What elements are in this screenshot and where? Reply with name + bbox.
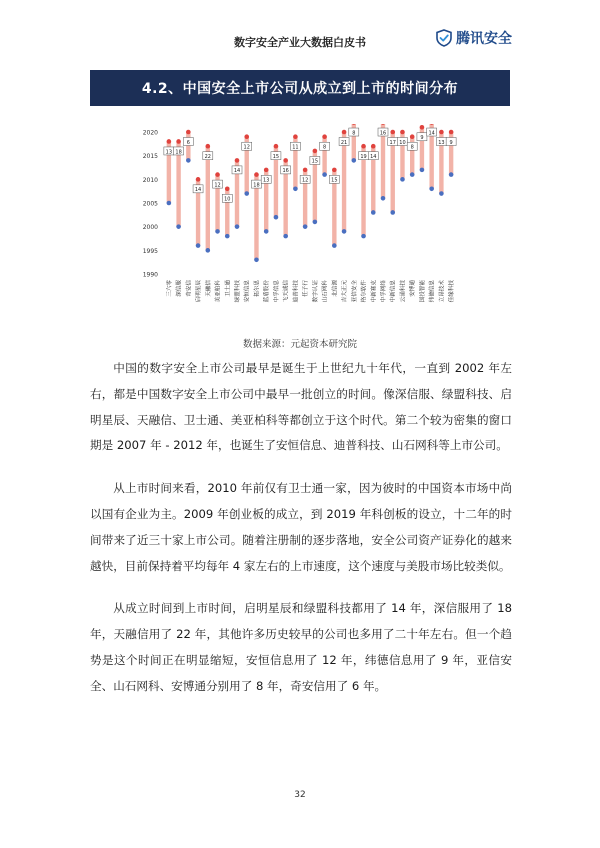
gap-label: 8: [410, 144, 414, 151]
gap-label: 14: [428, 130, 435, 137]
dumbbell-bar: [342, 132, 346, 231]
listing-point: [215, 172, 220, 177]
paragraph: 从上市时间来看，2010 年前仅有卫士通一家，因为彼时的中国资本市场中尚以国有企业为主。2009 年创业板的成立，到 2019 年科创板的设立，十二年的时间带来了近三十家上市公司。随着注册制的逐步落地，安全公司资产证券化的越来越快，目前保持着平均每年 4 家左右的上市速度，这个速度与美股市场比较类似。: [90, 481, 512, 573]
x-tick-label: 中新赛克: [371, 280, 378, 303]
gap-label: 9: [420, 135, 424, 142]
x-tick-label: 数字认证: [312, 280, 319, 303]
gap-label: 14: [194, 187, 202, 194]
founding-point: [313, 220, 318, 225]
founding-point: [293, 187, 298, 192]
founding-point: [429, 187, 434, 192]
listing-point: [371, 144, 376, 149]
listing-point: [332, 168, 337, 173]
dumbbell-bar: [206, 146, 210, 250]
gap-label: 19: [360, 154, 367, 160]
listing-point: [283, 158, 288, 163]
x-tick-label: 山石网科: [322, 280, 329, 303]
founding-point: [449, 172, 454, 177]
listing-point: [439, 130, 444, 135]
listing-point: [293, 134, 298, 139]
x-tick-label: 蓝盾股份: [264, 280, 271, 303]
listing-point: [176, 139, 181, 144]
gap-label: 10: [399, 139, 406, 146]
gap-label: 13: [438, 139, 445, 146]
y-tick-label: 2015: [142, 153, 158, 161]
gap-label: 11: [292, 144, 299, 151]
listing-point: [390, 130, 395, 135]
gap-label: 10: [224, 196, 231, 203]
listing-point: [206, 144, 211, 149]
chart-source: 数据来源：元起资本研究院: [242, 339, 357, 350]
x-tick-label: 美亚柏科: [215, 280, 222, 303]
y-tick-label: 2020: [142, 129, 158, 137]
founding-point: [420, 168, 425, 173]
brand-name: 腾讯安全: [456, 31, 512, 47]
section-title: 4.2、中国安全上市公司从成立到上市的时间分布: [141, 81, 459, 97]
x-tick-label: 卫士通: [225, 280, 232, 297]
listing-point: [225, 187, 230, 192]
founding-point: [264, 229, 269, 234]
founding-point: [342, 229, 347, 234]
dumbbell-chart: [138, 124, 464, 326]
x-tick-label: 中孚网络: [381, 280, 387, 303]
body-text: [90, 356, 512, 717]
gap-label: 14: [370, 154, 377, 160]
x-tick-label: 北信源: [332, 280, 339, 297]
founding-point: [400, 177, 405, 182]
y-tick-label: 2000: [142, 224, 158, 232]
chart-svg: [138, 124, 464, 326]
listing-point: [449, 130, 454, 135]
listing-point: [361, 144, 366, 149]
listing-point: [254, 172, 259, 177]
x-tick-label: 吉大正元: [342, 280, 349, 303]
founding-point: [196, 243, 201, 248]
gap-label: 8: [352, 130, 356, 137]
x-tick-label: 立昂技术: [439, 280, 446, 303]
gap-label: 16: [379, 130, 387, 137]
x-tick-label: 奇安信: [186, 280, 193, 297]
listing-point: [303, 168, 308, 173]
founding-point: [322, 172, 327, 177]
brand-logo: [436, 28, 512, 48]
x-tick-label: 国投智能: [419, 280, 426, 303]
y-tick-label: 2005: [142, 200, 158, 208]
x-tick-label: 启明星辰: [196, 280, 203, 303]
listing-point: [264, 168, 269, 173]
gap-label: 15: [331, 177, 338, 184]
x-tick-label: 云涌科技: [400, 280, 407, 303]
page-number: 32: [294, 790, 306, 800]
x-tick-label: 亚信安全: [351, 280, 358, 303]
y-tick-label: 1990: [142, 271, 158, 279]
x-tick-label: 拓尔思: [254, 280, 261, 297]
listing-point: [186, 130, 191, 135]
x-tick-label: 天融信: [205, 280, 212, 297]
gap-label: 22: [204, 154, 211, 160]
gap-label: 12: [214, 182, 221, 189]
x-tick-label: 绿盟科技: [235, 280, 241, 303]
paragraph: 从成立时间到上市时间，启明星辰和绿盟科技都用了 14 年，深信服用了 18 年，天融信用了 22 年，其他许多历史较早的公司也多用了二十年左右。但一个趋势是这个时间正在明显缩短，安恒信息用了 12 年，纬德信息用了 9 年，亚信安全、山石网科、安博通分别用了 8 年，奇安信用了 6 年。: [90, 601, 512, 693]
founding-point: [332, 243, 337, 248]
founding-point: [167, 201, 172, 206]
founding-point: [274, 215, 279, 220]
listing-point: [420, 125, 425, 130]
gap-label: 6: [186, 139, 190, 146]
x-tick-label: 佳缘科技: [449, 280, 456, 303]
x-tick-label: 中孚信息: [273, 280, 280, 303]
gap-label: 15: [272, 154, 280, 160]
x-tick-label: 中新信息: [390, 280, 397, 303]
listing-point: [313, 149, 318, 154]
gap-label: 18: [175, 149, 182, 156]
founding-point: [303, 224, 308, 229]
shield-icon: [436, 29, 452, 47]
gap-label: 21: [340, 139, 348, 146]
dumbbell-bar: [186, 132, 190, 160]
founding-point: [225, 234, 230, 239]
founding-point: [215, 229, 220, 234]
x-tick-label: 安博通: [410, 280, 417, 297]
listing-point: [400, 130, 405, 135]
listing-point: [235, 158, 240, 163]
x-tick-label: 纬德信息: [429, 280, 436, 303]
listing-point: [342, 130, 347, 135]
gap-label: 15: [311, 158, 319, 165]
listing-point: [410, 134, 415, 139]
founding-point: [186, 158, 191, 163]
y-tick-label: 1995: [142, 247, 158, 255]
listing-point: [274, 144, 279, 149]
founding-point: [254, 258, 259, 263]
section-banner: [90, 70, 510, 106]
x-tick-label: 迪普科技: [293, 280, 300, 303]
x-tick-label: 深信服: [176, 280, 183, 297]
founding-point: [410, 172, 415, 177]
gap-label: 13: [165, 149, 173, 156]
founding-point: [235, 224, 240, 229]
founding-point: [283, 234, 288, 239]
listing-point: [196, 177, 201, 182]
founding-point: [361, 234, 366, 239]
gap-label: 12: [301, 177, 309, 184]
listing-point: [167, 139, 172, 144]
gap-label: 17: [389, 139, 396, 146]
gap-label: 8: [323, 144, 327, 151]
gap-label: 14: [233, 168, 241, 175]
x-tick-label: 格尔软件: [361, 280, 368, 303]
listing-point: [322, 134, 327, 139]
x-tick-label: 飞天诚信: [283, 280, 290, 303]
x-tick-label: 三六零: [166, 280, 173, 297]
founding-point: [206, 248, 211, 253]
gap-label: 12: [243, 144, 250, 151]
gap-label: 18: [253, 182, 260, 189]
founding-point: [244, 191, 249, 196]
gap-label: 9: [449, 139, 453, 146]
gap-label: 16: [282, 168, 289, 175]
paragraph: 中国的数字安全上市公司最早是诞生于上世纪九十年代，一直到 2002 年左右，都是中国数字安全上市公司中最早一批创立的时间。像深信服、绿盟科技、启明星辰、天融信、卫士通、美亚柏科等都创立于这个时代。第二个较为密集的窗口期是 2007 年 - 2012 年，也诞生了安恒信息、迪普科技、山石网科等上市公司。: [90, 361, 512, 453]
gap-label: 13: [263, 177, 270, 184]
founding-point: [390, 210, 395, 215]
y-tick-label: 2010: [142, 176, 158, 184]
document-header-title: 数字安全产业大数据白皮书: [234, 36, 366, 49]
x-tick-label: 任子行: [303, 280, 310, 297]
founding-point: [176, 224, 181, 229]
founding-point: [381, 196, 386, 201]
listing-point: [244, 134, 249, 139]
founding-point: [371, 210, 376, 215]
founding-point: [352, 158, 357, 163]
founding-point: [439, 191, 444, 196]
x-tick-label: 安恒信息: [244, 280, 251, 303]
